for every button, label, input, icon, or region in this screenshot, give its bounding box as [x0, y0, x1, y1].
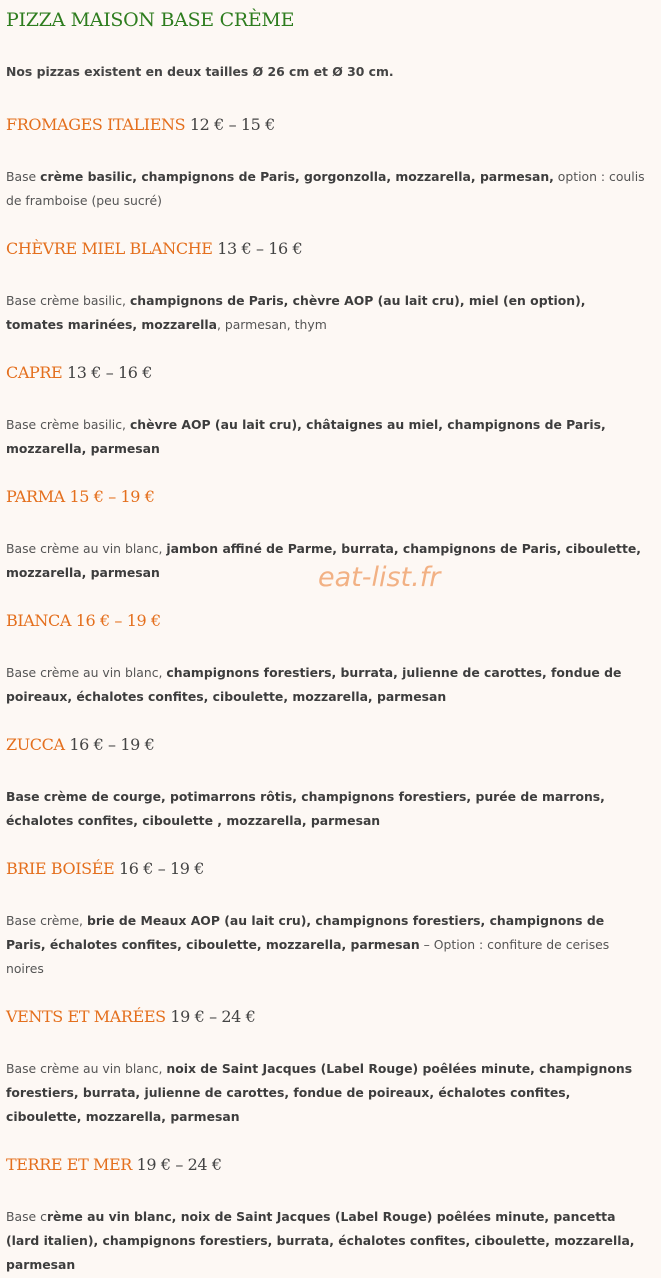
ingredient-text: Base crème au vin blanc,	[6, 665, 167, 680]
ingredient-text-bold: jambon affiné de Parme, burrata, champignons de Paris, ciboulette, mozzarella, parmesan	[6, 541, 642, 580]
ingredient-text: Base	[6, 169, 41, 184]
pizza-price: 16 € – 19 €	[119, 859, 205, 878]
ingredient-text-bold: noix de Saint Jacques (Label Rouge) poêlées minute, champignons forestiers, burrata, julienne de carottes, fondue de poireaux, échalotes confites, ciboulette, mozzarella, parmesan	[6, 1061, 633, 1124]
ingredient-text-bold: Base crème de courge, potimarrons rôtis, champignons forestiers, purée de marrons, échalotes confites, ciboulette , mozzarella, parmesan	[6, 789, 605, 828]
pizza-description	[6, 1057, 646, 1129]
pizza-title	[6, 115, 646, 135]
pizza-item	[6, 735, 646, 833]
ingredient-text-bold: crème basilic, champignons de Paris, gorgonzolla, mozzarella, parmesan,	[40, 169, 554, 184]
ingredient-text: Base crème au vin blanc,	[6, 1061, 167, 1076]
pizza-title	[6, 859, 646, 879]
sizes-note: Nos pizzas existent en deux tailles Ø 26 cm et Ø 30 cm.	[6, 64, 394, 79]
pizza-name: FROMAGES ITALIENS	[6, 115, 186, 134]
pizza-description	[6, 289, 646, 337]
ingredient-text-bold: champignons forestiers, burrata, julienne de carottes, fondue de poireaux, échalotes confites, ciboulette, mozzarella, parmesan	[6, 665, 622, 704]
pizza-name: CAPRE	[6, 363, 63, 382]
ingredient-text: Base crème basilic,	[6, 417, 130, 432]
pizza-description	[6, 785, 646, 833]
pizza-price: 19 € – 24 €	[136, 1155, 222, 1174]
pizza-title	[6, 487, 646, 507]
pizza-price: 16 € – 19 €	[75, 611, 161, 630]
pizza-price: 13 € – 16 €	[217, 239, 303, 258]
pizza-title	[6, 363, 646, 383]
pizza-price: 12 € – 15 €	[189, 115, 275, 134]
ingredient-text: Base c	[6, 1209, 47, 1224]
pizza-name: VENTS ET MARÉES	[6, 1007, 166, 1026]
pizza-price: 16 € – 19 €	[69, 735, 155, 754]
pizza-name: TERRE ET MER	[6, 1155, 132, 1174]
ingredient-text-bold: rème au vin blanc, noix de Saint Jacques (Label Rouge) poêlées minute, pancetta (lard italien), champignons forestiers, burrata, échalotes confites, ciboulette, mozzarella, parmesan	[6, 1209, 635, 1272]
pizza-item	[6, 1007, 646, 1129]
pizza-item	[6, 239, 646, 337]
ingredient-text: , parmesan, thym	[216, 317, 327, 332]
pizza-item	[6, 363, 646, 461]
pizza-name: PARMA	[6, 487, 65, 506]
pizza-description	[6, 661, 646, 709]
watermark: eat-list.fr	[318, 562, 441, 593]
pizza-description	[6, 165, 646, 213]
pizza-name: BIANCA	[6, 611, 72, 630]
pizza-title	[6, 1155, 646, 1175]
pizza-description	[6, 1205, 646, 1277]
pizza-title	[6, 611, 646, 631]
ingredient-text-bold: champignons de Paris, chèvre AOP (au lait cru), miel (en option), tomates marinées, mozzarella	[6, 293, 586, 332]
pizza-title	[6, 1007, 646, 1027]
page-title: PIZZA MAISON BASE CRÈME	[6, 9, 295, 31]
pizza-name: BRIE BOISÉE	[6, 859, 115, 878]
pizza-name: CHÈVRE MIEL BLANCHE	[6, 239, 213, 258]
ingredient-text-bold: brie de Meaux AOP (au lait cru), champignons forestiers, champignons de Paris, échalotes confites, ciboulette, mozzarella, parmesan	[6, 913, 605, 952]
ingredient-text: Base crème,	[6, 913, 87, 928]
pizza-price: 15 € – 19 €	[69, 487, 155, 506]
pizza-item	[6, 611, 646, 709]
ingredient-text-bold: chèvre AOP (au lait cru), châtaignes au miel, champignons de Paris, mozzarella, parmesan	[6, 417, 606, 456]
pizza-description	[6, 413, 646, 461]
pizza-item	[6, 859, 646, 981]
pizza-price: 19 € – 24 €	[170, 1007, 256, 1026]
pizza-price: 13 € – 16 €	[66, 363, 153, 382]
pizza-title	[6, 239, 646, 259]
ingredient-text: Base crème au vin blanc,	[6, 541, 167, 556]
ingredient-text: option : coulis de framboise (peu sucré)	[6, 169, 645, 208]
pizza-item	[6, 115, 646, 213]
pizza-name: ZUCCA	[6, 735, 65, 754]
ingredient-text: – Option : confiture de cerises noires	[6, 937, 610, 976]
pizza-title	[6, 735, 646, 755]
ingredient-text: Base crème basilic,	[6, 293, 130, 308]
pizza-item	[6, 1155, 646, 1277]
pizza-description	[6, 909, 646, 981]
